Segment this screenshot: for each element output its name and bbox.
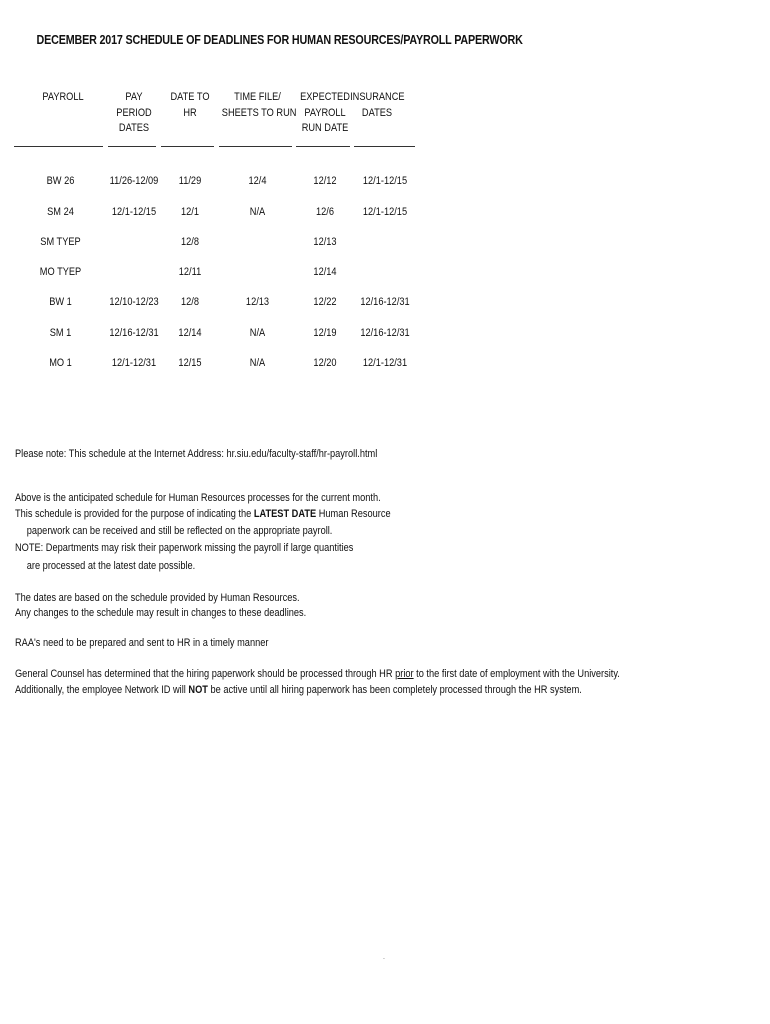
cell-date-to-hr: 12/11 <box>178 266 202 278</box>
cell-insurance: 12/16-12/31 <box>360 296 410 308</box>
cell-pay-period: 12/16-12/31 <box>109 327 159 339</box>
not-emphasis: NOT <box>188 684 208 696</box>
cell-insurance: 12/16-12/31 <box>360 327 410 339</box>
raa-note: RAA's need to be prepared and sent to HR in a timely manner <box>15 637 269 649</box>
cell-expected: 12/12 <box>313 175 337 187</box>
header-pay-period-line-2: PERIOD <box>116 106 152 119</box>
latest-date-possible-note: are processed at the latest date possible. <box>26 560 196 572</box>
cell-date-to-hr: 12/14 <box>178 327 202 339</box>
cell-pay-period: 11/26-12/09 <box>109 175 159 187</box>
cell-expected: 12/6 <box>315 206 334 218</box>
cell-pay-period: 12/10-12/23 <box>109 296 159 308</box>
header-time-file <box>221 90 297 121</box>
cell-time-file: N/A <box>249 357 266 369</box>
network-id-text-a: Additionally, the employee Network ID will <box>15 684 189 696</box>
cell-time-file: 12/13 <box>245 296 270 308</box>
header-rule-date-to-hr <box>161 146 214 147</box>
cell-payroll: BW 1 <box>49 296 72 308</box>
header-pay-period-line-3: DATES <box>118 122 150 134</box>
internet-address-note: Please note: This schedule at the Internet Address: hr.siu.edu/faculty-staff/hr-payroll.html <box>15 448 378 460</box>
cell-pay-period: 12/1-12/31 <box>111 357 157 369</box>
header-insurance-line-2: DATES <box>361 106 393 119</box>
cell-payroll: SM 1 <box>49 327 72 339</box>
cell-payroll: MO TYEP <box>39 266 82 278</box>
header-date-to-hr-line-2: HR <box>183 106 197 119</box>
header-rule-expected <box>296 146 350 147</box>
header-expected-line-1: EXPECTED <box>300 91 350 103</box>
latest-date-emphasis: LATEST DATE <box>253 508 317 520</box>
header-rule-time-file <box>219 146 292 147</box>
header-pay-period-line-1: PAY <box>125 91 143 103</box>
cell-insurance: 12/1-12/15 <box>362 175 408 187</box>
cell-payroll: MO 1 <box>49 357 72 369</box>
page-title: DECEMBER 2017 SCHEDULE OF DEADLINES FOR HUMAN RESOURCES/PAYROLL PAPERWORK <box>36 33 523 47</box>
cell-date-to-hr: 12/15 <box>178 357 202 369</box>
paperwork-note: paperwork can be received and still be reflected on the appropriate payroll. <box>26 525 333 537</box>
header-time-file-line-1: TIME FILE/ <box>234 91 281 103</box>
cell-date-to-hr: 12/8 <box>180 296 199 308</box>
cell-expected: 12/22 <box>313 296 337 308</box>
header-rule-pay-period <box>108 146 156 147</box>
header-time-file-line-2: SHEETS TO RUN <box>221 106 297 119</box>
cell-expected: 12/13 <box>313 236 337 248</box>
header-rule-payroll <box>14 146 103 147</box>
cell-date-to-hr: 12/1 <box>180 206 199 218</box>
cell-insurance: 12/1-12/31 <box>362 357 408 369</box>
latest-date-note <box>15 508 391 520</box>
cell-time-file: N/A <box>249 206 266 218</box>
network-id-text-b: be active until all hiring paperwork has been completely processed through the HR system. <box>207 684 582 696</box>
header-payroll-line: PAYROLL <box>42 91 84 103</box>
footer-mark: . <box>383 954 385 961</box>
latest-date-text-b: Human Resource <box>316 508 391 520</box>
cell-date-to-hr: 12/8 <box>180 236 199 248</box>
header-payroll <box>25 90 101 106</box>
general-counsel-text-a: General Counsel has determined that the hiring paperwork should be processed through HR <box>15 668 396 680</box>
prior-emphasis: prior <box>395 668 414 680</box>
header-expected-line-3: RUN DATE <box>301 122 349 134</box>
departments-risk-note: NOTE: Departments may risk their paperwork missing the payroll if large quantities <box>15 542 354 554</box>
general-counsel-note <box>15 668 620 680</box>
cell-payroll: SM TYEP <box>40 236 81 248</box>
cell-date-to-hr: 11/29 <box>178 175 202 187</box>
header-date-to-hr <box>165 90 215 121</box>
cell-expected: 12/14 <box>313 266 337 278</box>
cell-insurance: 12/1-12/15 <box>362 206 408 218</box>
anticipated-schedule-note: Above is the anticipated schedule for Human Resources processes for the current month. <box>15 492 381 504</box>
header-pay-period <box>105 90 162 137</box>
cell-time-file: 12/4 <box>248 175 267 187</box>
dates-based-note: The dates are based on the schedule provided by Human Resources. <box>15 592 300 604</box>
header-insurance-line-1: INSURANCE <box>350 91 405 103</box>
latest-date-text-a: This schedule is provided for the purpose of indicating the <box>15 508 254 520</box>
header-insurance <box>350 90 404 121</box>
cell-payroll: BW 26 <box>46 175 75 187</box>
header-expected-line-2: PAYROLL <box>304 106 346 119</box>
cell-payroll: SM 24 <box>47 206 74 218</box>
cell-time-file: N/A <box>249 327 266 339</box>
cell-pay-period: 12/1-12/15 <box>111 206 157 218</box>
cell-expected: 12/19 <box>313 327 337 339</box>
general-counsel-text-b: to the first date of employment with the University. <box>413 668 620 680</box>
changes-note: Any changes to the schedule may result in changes to these deadlines. <box>15 607 307 619</box>
network-id-note <box>15 684 582 696</box>
header-expected <box>297 90 352 137</box>
header-rule-insurance <box>354 146 415 147</box>
header-date-to-hr-line-1: DATE TO <box>170 91 210 103</box>
cell-expected: 12/20 <box>313 357 337 369</box>
